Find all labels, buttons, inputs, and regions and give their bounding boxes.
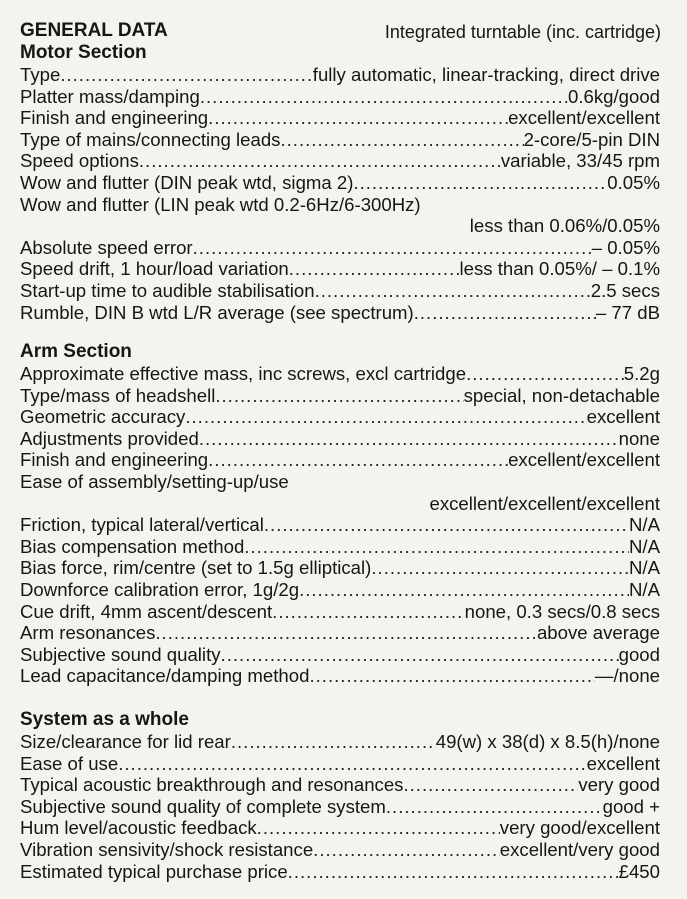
spec-value: none — [618, 427, 660, 449]
spec-value: good — [618, 643, 660, 665]
spec-label: Platter mass/damping — [20, 85, 200, 107]
spec-value: – 0.05% — [591, 236, 660, 258]
spec-label: Typical acoustic breakthrough and resonances — [20, 774, 404, 796]
system-section — [20, 709, 660, 882]
spec-value: above average — [536, 622, 660, 644]
spec-value: £450 — [618, 860, 660, 882]
dot-leader — [414, 302, 596, 324]
spec-label: Finish and engineering — [20, 107, 209, 129]
spec-value: none, 0.3 secs/0.8 secs — [464, 600, 660, 622]
spec-row — [20, 644, 660, 666]
dot-leader — [386, 796, 603, 818]
spec-row — [20, 280, 660, 302]
spec-row — [20, 363, 660, 385]
spec-value: 0.05% — [607, 171, 660, 193]
spec-label: Speed drift, 1 hour/load variation — [20, 258, 289, 280]
spec-label: Type of mains/connecting leads — [20, 128, 281, 150]
spec-value: less than 0.05%/ – 0.1% — [459, 258, 660, 280]
spec-value: —/none — [594, 665, 660, 687]
dot-leader — [371, 557, 629, 579]
spec-row — [20, 237, 660, 259]
spec-row — [20, 796, 660, 818]
header — [20, 20, 661, 64]
spec-row — [20, 258, 660, 280]
dot-leader — [280, 129, 523, 151]
spec-value: excellent/excellent — [508, 107, 660, 129]
spec-row — [20, 774, 660, 796]
spec-label: Subjective sound quality — [20, 643, 221, 665]
spec-label: Finish and engineering — [20, 449, 209, 471]
dot-leader — [200, 86, 568, 108]
spec-label: Arm resonances — [20, 622, 156, 644]
spec-value: N/A — [629, 535, 660, 557]
spec-label: Subjective sound quality of complete system — [20, 795, 386, 817]
spec-label: Hum level/acoustic feedback — [20, 817, 257, 839]
spec-row — [20, 817, 660, 839]
dot-leader — [215, 385, 463, 407]
dot-leader — [403, 774, 578, 796]
dot-leader — [257, 817, 500, 839]
dot-leader — [313, 839, 500, 861]
spec-label: Bias compensation method — [20, 535, 245, 557]
spec-row — [20, 622, 660, 644]
spec-value: excellent — [586, 406, 660, 428]
dot-leader — [199, 428, 619, 450]
spec-value: excellent/excellent — [508, 449, 660, 471]
spec-value: 2.5 secs — [590, 279, 660, 301]
spec-row — [20, 839, 660, 861]
motor-section — [20, 64, 660, 323]
spec-row — [20, 129, 660, 151]
spec-value: very good/excellent — [499, 817, 660, 839]
spec-value: special, non-detachable — [463, 384, 660, 406]
dot-leader — [353, 172, 607, 194]
spec-label: Geometric accuracy — [20, 406, 186, 428]
spec-label: Ease of use — [20, 752, 119, 774]
spec-label: Type/mass of headshell — [20, 384, 216, 406]
spec-label: Wow and flutter (LIN peak wtd 0.2-6Hz/6-300Hz) — [20, 193, 421, 215]
dot-leader — [231, 731, 436, 753]
spec-label: Adjustments provided — [20, 427, 199, 449]
spec-label: Cue drift, 4mm ascent/descent — [20, 600, 273, 622]
dot-leader — [309, 665, 594, 687]
dot-leader — [272, 601, 464, 623]
spec-label: Downforce calibration error, 1g/2g — [20, 578, 300, 600]
dot-leader — [289, 258, 460, 280]
dot-leader — [466, 363, 624, 385]
spec-value: excellent — [586, 752, 660, 774]
spec-value: N/A — [629, 557, 660, 579]
dot-leader — [185, 406, 586, 428]
spec-row — [20, 172, 660, 194]
spec-label: Wow and flutter (DIN peak wtd, sigma 2) — [20, 171, 354, 193]
spec-label: Size/clearance for lid rear — [20, 731, 231, 752]
spec-row — [20, 194, 660, 216]
spec-value: variable, 33/45 rpm — [500, 150, 660, 172]
dot-leader — [139, 150, 501, 172]
dot-leader — [155, 622, 537, 644]
dot-leader — [208, 449, 508, 471]
page-subtitle: Integrated turntable (inc. cartridge) — [384, 22, 661, 42]
spec-label: Absolute speed error — [20, 236, 193, 258]
spec-value: N/A — [629, 578, 660, 600]
spec-value: excellent/excellent/excellent — [429, 492, 660, 514]
arm-section — [20, 341, 660, 687]
spec-value: 5.2g — [623, 363, 660, 384]
spec-value: N/A — [629, 514, 660, 536]
spec-row — [20, 557, 660, 579]
spec-row — [20, 601, 660, 623]
spec-row — [20, 731, 660, 753]
spec-value: good + — [602, 795, 660, 817]
dot-leader — [118, 753, 586, 775]
spec-row — [20, 665, 660, 687]
dot-leader — [208, 107, 508, 129]
spec-label: Start-up time to audible stabilisation — [20, 279, 315, 301]
spec-label: Approximate effective mass, inc screws, excl cartridge — [20, 363, 467, 384]
spec-row-continuation — [20, 215, 660, 237]
spec-label: Friction, typical lateral/vertical — [20, 514, 264, 536]
spec-value: 2-core/5-pin DIN — [523, 128, 660, 150]
spec-row — [20, 753, 660, 775]
spec-value: less than 0.06%/0.05% — [469, 215, 660, 237]
dot-leader — [315, 280, 591, 302]
spec-row — [20, 861, 660, 883]
spec-label: Rumble, DIN B wtd L/R average (see spectrum) — [20, 301, 414, 323]
spec-label: Lead capacitance/damping method — [20, 665, 310, 687]
dot-leader — [221, 644, 619, 666]
arm-section-title: Arm Section — [20, 341, 132, 362]
spec-row — [20, 385, 660, 407]
spec-value: 0.6kg/good — [567, 85, 660, 107]
spec-value: – 77 dB — [595, 301, 660, 323]
spec-row — [20, 64, 660, 86]
dot-leader — [299, 579, 629, 601]
dot-leader — [60, 64, 312, 86]
spec-row — [20, 536, 660, 558]
spec-row — [20, 86, 660, 108]
dot-leader — [193, 237, 592, 259]
spec-row — [20, 150, 660, 172]
spec-value: excellent/very good — [499, 838, 660, 860]
spec-label: Ease of assembly/setting-up/use — [20, 470, 289, 492]
spec-row — [20, 428, 660, 450]
spec-row — [20, 406, 660, 428]
spec-row — [20, 514, 660, 536]
spec-row — [20, 302, 660, 324]
spec-row — [20, 471, 660, 493]
page-title: GENERAL DATA — [20, 20, 168, 41]
spec-value: 49(w) x 38(d) x 8.5(h)/none — [435, 731, 660, 752]
spec-label: Speed options — [20, 150, 139, 172]
dot-leader — [264, 514, 629, 536]
system-section-title: System as a whole — [20, 709, 189, 730]
spec-row-continuation — [20, 493, 660, 515]
spec-row — [20, 449, 660, 471]
dot-leader — [288, 861, 619, 883]
dot-leader — [244, 536, 629, 558]
motor-section-title: Motor Section — [20, 42, 147, 63]
spec-label: Type — [20, 64, 61, 85]
spec-value: fully automatic, linear-tracking, direct drive — [312, 64, 660, 85]
spec-label: Bias force, rim/centre (set to 1.5g elliptical) — [20, 557, 372, 579]
spec-label: Estimated typical purchase price — [20, 860, 288, 882]
spec-row — [20, 579, 660, 601]
spec-row — [20, 107, 660, 129]
spec-label: Vibration sensivity/shock resistance — [20, 838, 314, 860]
spec-value: very good — [578, 774, 660, 796]
